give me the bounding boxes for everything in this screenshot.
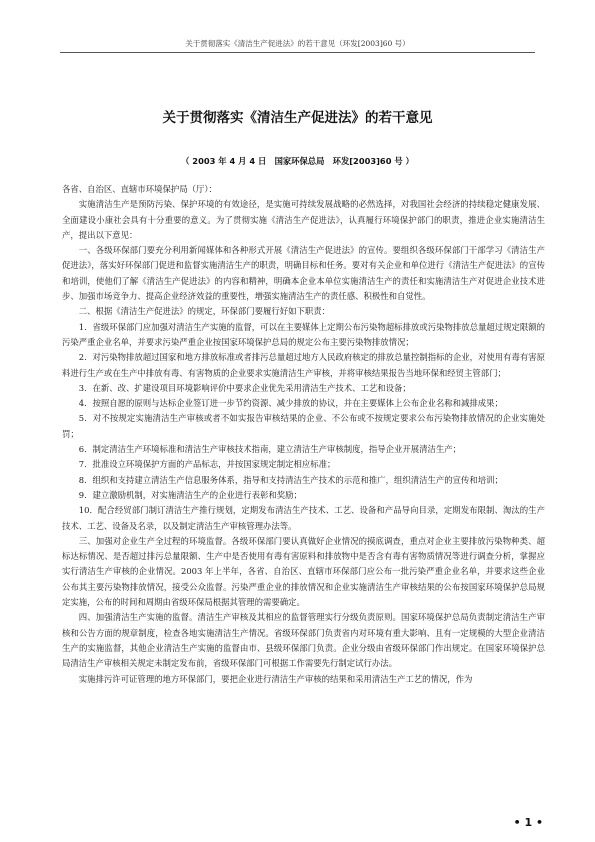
list-item: 4．按照自愿的原则与达标企业签订进一步节约资源、减少排放的协议，并在主要媒体上公布企业名称和减排成果； bbox=[78, 398, 503, 409]
document-title: 关于贯彻落实《清洁生产促进法》的若干意见 bbox=[162, 110, 433, 126]
list-item: 6．制定清洁生产环境标准和清洁生产审核技术指南，建立清洁生产审核制度，指导企业开展清洁生产； bbox=[78, 444, 461, 455]
paragraph: 一、各级环保部门要充分利用新闻媒体和各种形式开展《清洁生产促进法》的宣传。要组织各级环保部门干部学习《清洁生产促进法》，落实好环保部门促进和监督实施清洁生产的职责，明确目标和任务。要对有关企业和单位进行《清洁生产促进法》的宣传和培训，使他们了解《清洁生产促进法》的内容和精神，明确本企业本单位实施清洁生产的责任和实施清洁生产对促进企业技术进步、加强市场竞争力、提高企业经济效益的重要性，增强实施清洁生产的责任感、积极性和自觉性。 bbox=[62, 245, 545, 302]
list-item: 9．建立激励机制，对实施清洁生产的企业进行表彰和奖励； bbox=[78, 489, 302, 500]
paragraph: 实施清洁生产是预防污染、保护环境的有效途径，是实施可持续发展战略的必然选择，对我国社会经济的持续稳定健康发展、全面建设小康社会具有十分重要的意义。为了贯彻实施《清洁生产促进法》，认真履行环境保护部门的职责，推进企业实施清洁生产，提出以下意见： bbox=[62, 199, 545, 240]
list-item: 7．批准设立环境保护方面的产品标志，并按国家规定制定相应标准； bbox=[78, 459, 336, 470]
page-number: • 1 • bbox=[513, 816, 543, 829]
paragraph: 三、加强对企业生产全过程的环境监督。各级环保部门要认真做好企业情况的摸底调查，重点对企业主要排放污染物种类、超标达标情况、是否超过排污总量限额、生产中是否使用有毒有害原料和排放物中是否含有毒有害物质情况等进行调查分析，掌握应实行清洁生产审核的企业情况。2003 年上半年，各省、自治区、直辖市环保部门应公布一批污染严重企业名单，并要求这些企业公布其主要污染物排放情况，接受公众监督。污染严重企业的排放情况和企业实施清洁生产审核结果的公布按国家环境保护总局规定实施，公布的时间和周期由省级环保局根据其管理的需要确定。 bbox=[62, 535, 545, 608]
list-item: 10．配合经贸部门制订清洁生产推行规划，定期发布清洁生产技术、工艺、设备和产品导向目录，定期发布限制、淘汰的生产技术、工艺、设备及名录，以及制定清洁生产审核管理办法等。 bbox=[62, 505, 545, 531]
paragraph: 二、根据《清洁生产促进法》的规定，环保部门要履行好如下职责： bbox=[78, 306, 331, 317]
list-item: 8．组织和支持建立清洁生产信息服务体系，指导和支持清洁生产技术的示范和推广，组织清洁生产的宣传和培训； bbox=[78, 474, 503, 485]
list-item: 2．对污染物排放超过国家和地方排放标准或者排污总量超过地方人民政府核定的排放总量控制指标的企业，对使用有毒有害原料进行生产或在生产中排放有毒、有害物质的企业要求实施清洁生产审核，并将审核结果报告当地环保和经贸主管部门； bbox=[62, 352, 545, 378]
list-item: 1．省级环保部门应加强对清洁生产实施的监督，可以在主要媒体上定期公布污染物超标排放或污染物排放总量超过规定限额的污染严重企业名单，并要求污染严重企业按国家环境保护总局的规定公布主要污染物排放情况； bbox=[62, 321, 545, 347]
running-header: 关于贯彻落实《清洁生产促进法》的若干意见（环发[2003]60 号） bbox=[60, 38, 535, 53]
paragraph: 实施排污许可证管理的地方环保部门，要把企业进行清洁生产审核的结果和采用清洁生产工艺的情况，作为 bbox=[78, 673, 473, 684]
salutation: 各省、自治区、直辖市环境保护局（厅）： bbox=[62, 184, 217, 194]
list-item: 5．对不按规定实施清洁生产审核或者不如实报告审核结果的企业、不公布或不按规定要求公布污染物排放情况的企业实施处罚； bbox=[62, 413, 545, 439]
document-subtitle: （ 2003 年 4 月 4 日 国家环保总局 环发[2003]60 号 ） bbox=[181, 156, 414, 166]
document-body bbox=[62, 182, 545, 687]
paragraph: 四、加强清洁生产实施的监督。清洁生产审核及其相应的监督管理实行分级负责原则。国家环境保护总局负责制定清洁生产审核和公告方面的规章制度，检查各地实施清洁生产情况。省级环保部门负责省内对环境有重大影响、且有一定规模的大型企业清洁生产的实施监督，其他企业清洁生产实施的监督由市、县级环保部门负责。企业分级由省级环保部门作出规定。在国家环境保护总局清洁生产审核相关规定未制定发布前，省级环保部门可根据工作需要先行制定试行办法。 bbox=[62, 612, 545, 669]
list-item: 3．在新、改、扩建设项目环境影响评价中要求企业优先采用清洁生产技术、工艺和设备； bbox=[78, 382, 411, 393]
